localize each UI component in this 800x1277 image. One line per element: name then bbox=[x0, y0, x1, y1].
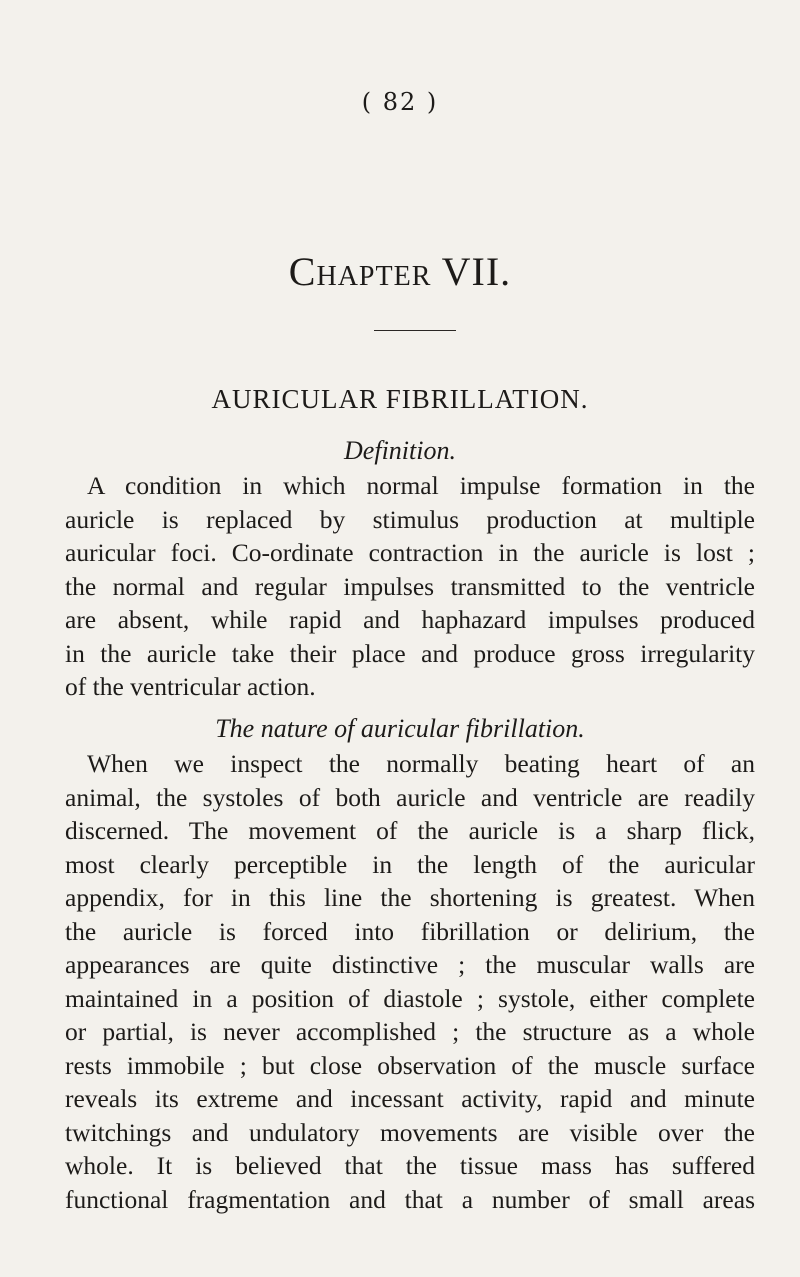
page-number: ( 82 ) bbox=[361, 88, 439, 116]
text-line: appearances are quite distinctive ; the muscular walls are bbox=[65, 950, 755, 979]
text-line: animal, the systoles of both auricle and ventricle are readily bbox=[65, 782, 755, 812]
text-line: are absent, while rapid and haphazard impulses produced bbox=[65, 605, 755, 634]
text-line: maintained in a position of diastole ; systole, either complete bbox=[65, 983, 755, 1013]
text-line: of the ventricular action. bbox=[65, 672, 316, 701]
text-line: twitchings and undulatory movements are visible over the bbox=[65, 1117, 755, 1147]
text-line: rests immobile ; but close observation of the muscle surface bbox=[65, 1050, 755, 1080]
text-line: A condition in which normal impulse formation in the bbox=[87, 471, 755, 500]
text-line: whole. It is believed that the tissue mass has suffered bbox=[65, 1151, 755, 1180]
section-title: AURICULAR FIBRILLATION. bbox=[211, 384, 589, 414]
text-line: reveals its extreme and incessant activity, rapid and minute bbox=[65, 1084, 755, 1113]
text-line: auricle is replaced by stimulus production at multiple bbox=[65, 504, 755, 534]
text-line: auricular foci. Co-ordinate contraction in the auricle is lost ; bbox=[65, 538, 755, 567]
subheading-nature: The nature of auricular fibrillation. bbox=[215, 714, 585, 743]
text-line: most clearly perceptible in the length of the auricular bbox=[65, 849, 755, 879]
text-line: or partial, is never accomplished ; the structure as a whole bbox=[65, 1017, 755, 1046]
paragraph-nature bbox=[65, 747, 755, 1216]
text-line: the auricle is forced into fibrillation or delirium, the bbox=[65, 916, 755, 946]
text-line: the normal and regular impulses transmitted to the ventricle bbox=[65, 571, 755, 601]
text-line: discerned. The movement of the auricle is a sharp flick, bbox=[65, 816, 755, 845]
subheading-definition: Definition. bbox=[344, 436, 456, 465]
text-line: in the auricle take their place and produce gross irregularity bbox=[65, 638, 755, 668]
text-line: functional fragmentation and that a number of small areas bbox=[65, 1184, 755, 1214]
paragraph-definition bbox=[65, 469, 755, 704]
text-line: When we inspect the normally beating heart of an bbox=[87, 749, 755, 778]
chapter-title: Chapter VII. bbox=[288, 249, 512, 294]
title-divider bbox=[374, 330, 456, 331]
text-line: appendix, for in this line the shortening is greatest. When bbox=[65, 883, 755, 912]
